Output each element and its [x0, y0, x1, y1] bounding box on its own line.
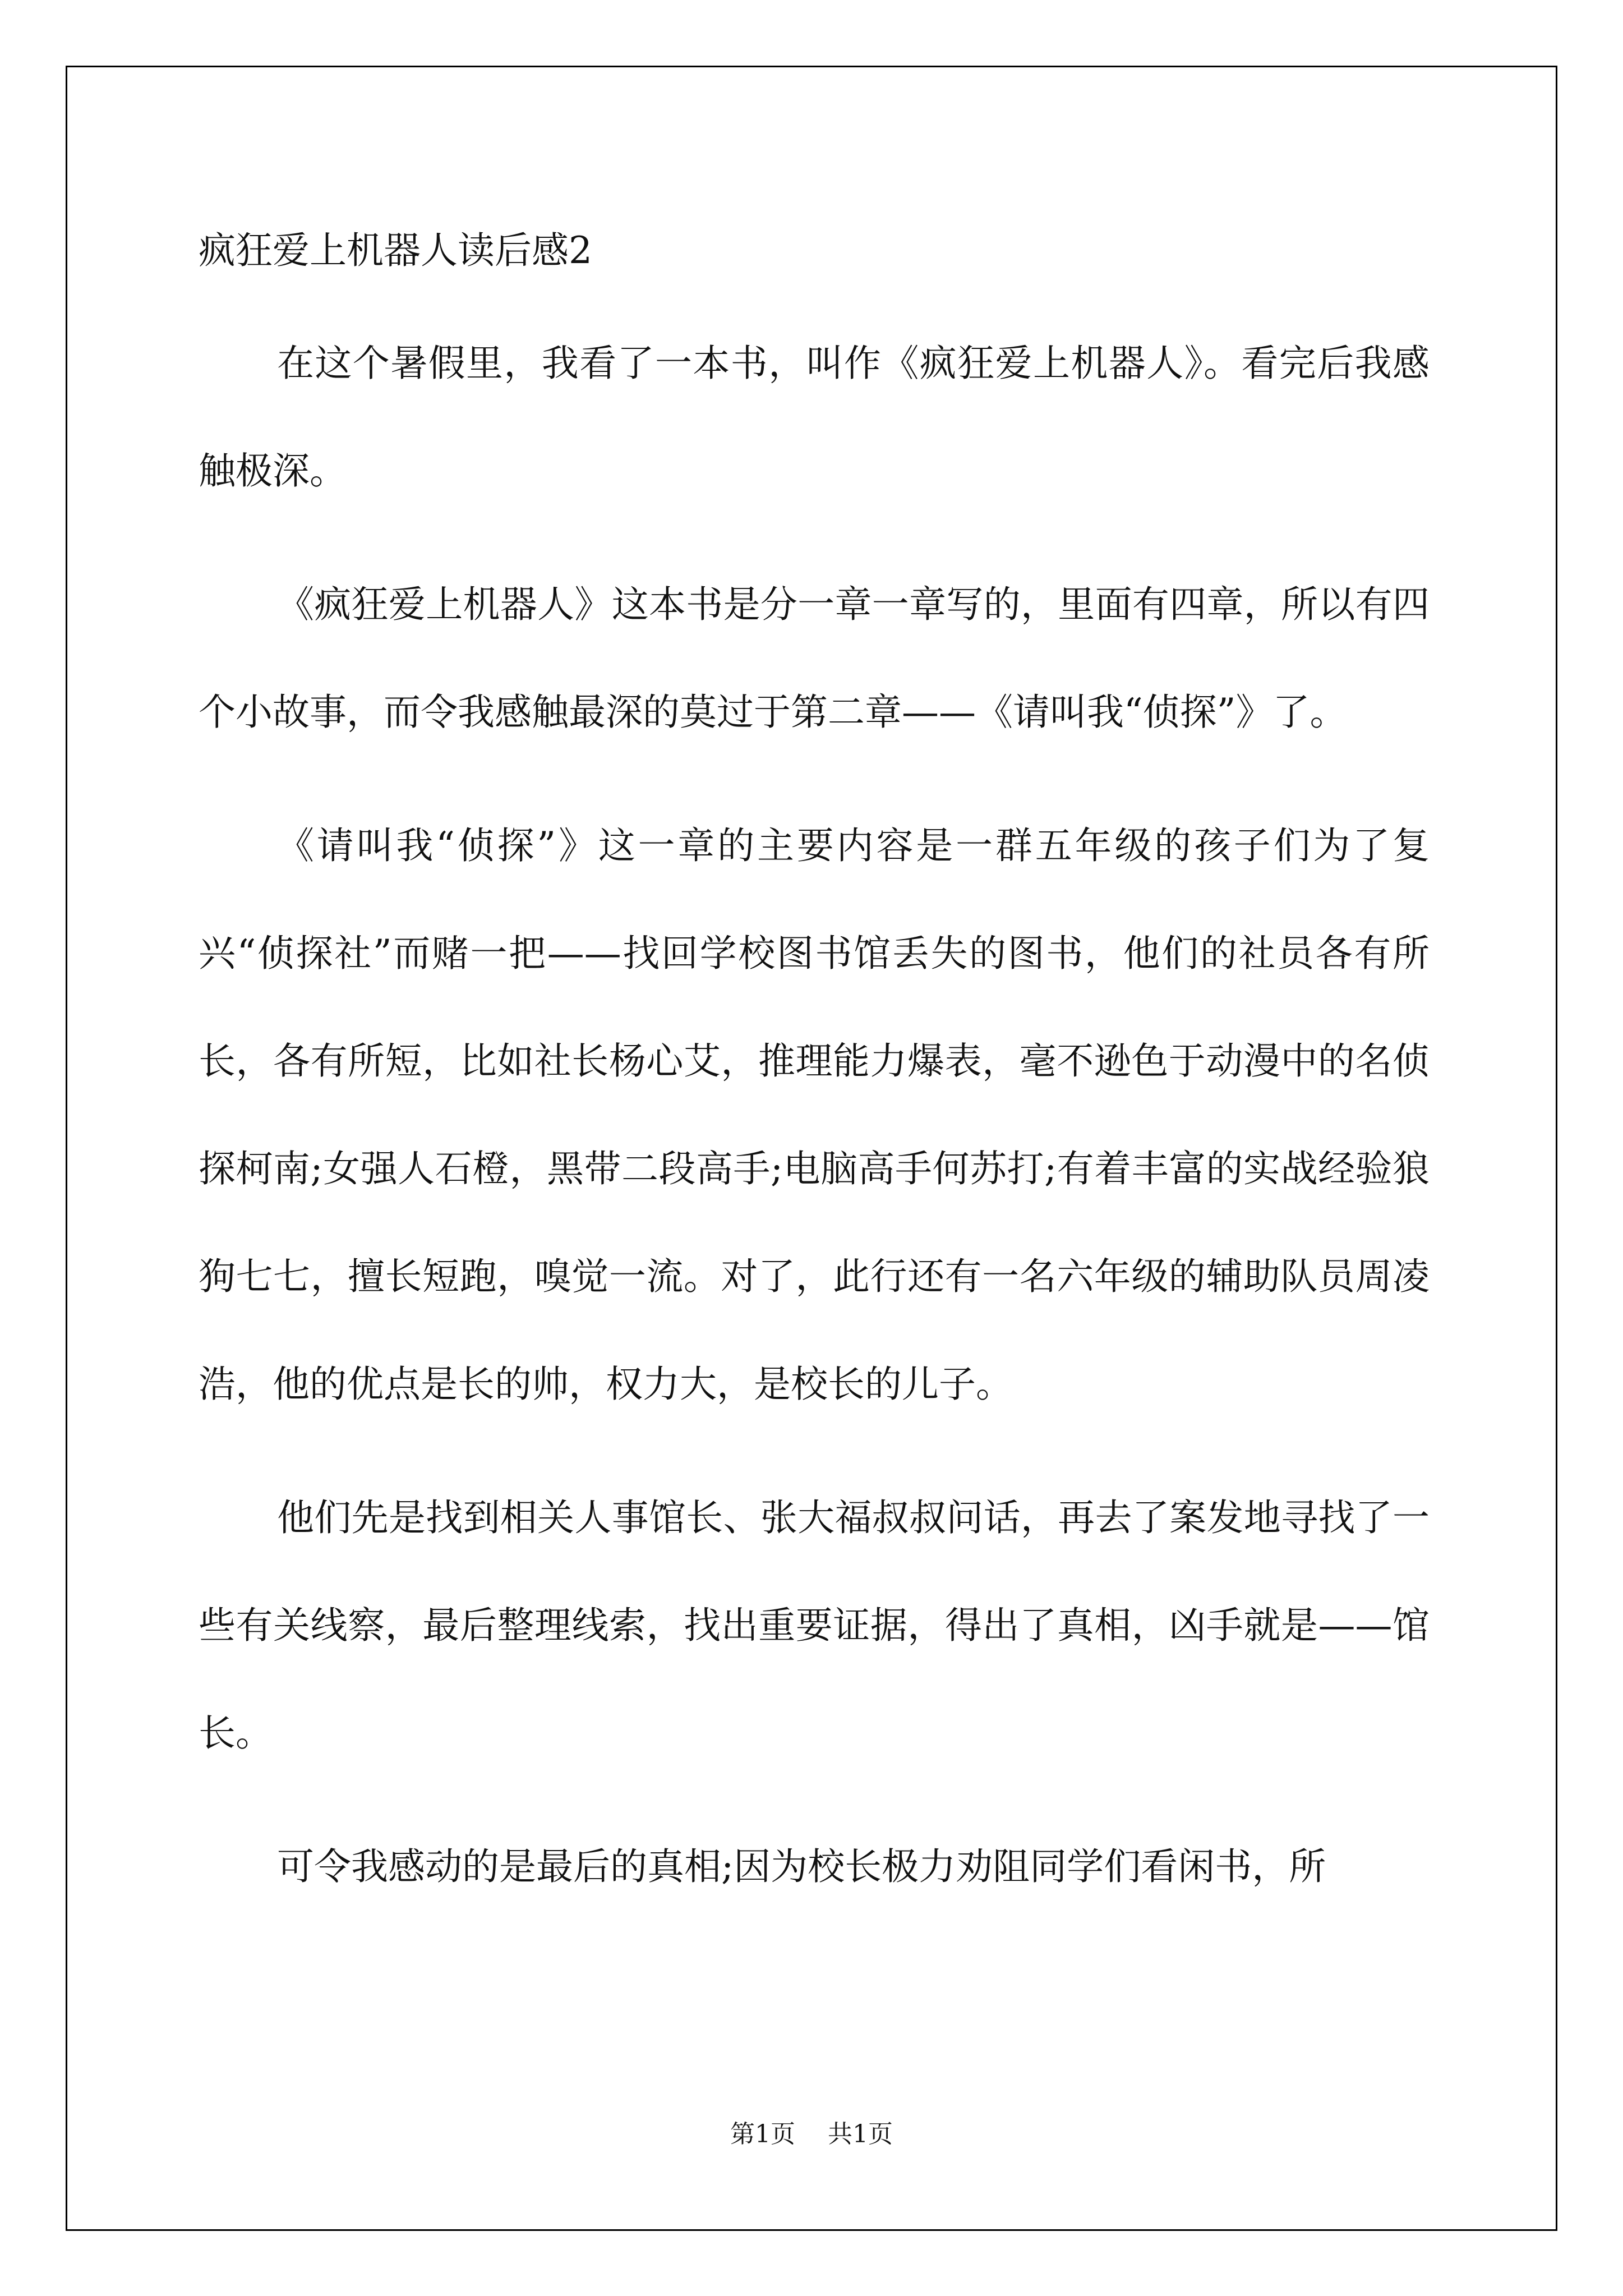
page-number-total: 共1页 [828, 2120, 893, 2148]
paragraph: 在这个暑假里，我看了一本书，叫作《疯狂爱上机器人》。看完后我感触极深。 [199, 342, 1430, 493]
paragraph: 他们先是找到相关人事馆长、张大福叔叔问话，再去了案发地寻找了一些有关线察，最后整理线索，找出重要证据，得出了真相，凶手就是——馆长。 [199, 1496, 1430, 1755]
document-body [199, 217, 1430, 1947]
document-title: 疯狂爱上机器人读后感2 [199, 229, 592, 272]
paragraph: 《请叫我“侦探”》这一章的主要内容是一群五年级的孩子们为了复兴“侦探社”而赌一把——找回学校图书馆丢失的图书，他们的社员各有所长，各有所短，比如社长杨心艾，推理能力爆表，毫不逊色于动漫中的名侦探柯南;女强人石橙，黑带二段高手;电脑高手何苏打;有着丰富的实战经验狼狗七七，擅长短跑，嗅觉一流。对了，此行还有一名六年级的辅助队员周凌浩，他的优点是长的帅，权力大，是校长的儿子。 [199, 824, 1430, 1406]
page-footer [0, 2114, 1623, 2150]
paragraph: 《疯狂爱上机器人》这本书是分一章一章写的，里面有四章，所以有四个小故事，而令我感触最深的莫过于第二章——《请叫我“侦探”》了。 [199, 583, 1430, 734]
page-number-current: 第1页 [730, 2120, 795, 2148]
paragraph: 可令我感动的是最后的真相;因为校长极力劝阻同学们看闲书，所 [277, 1845, 1326, 1888]
